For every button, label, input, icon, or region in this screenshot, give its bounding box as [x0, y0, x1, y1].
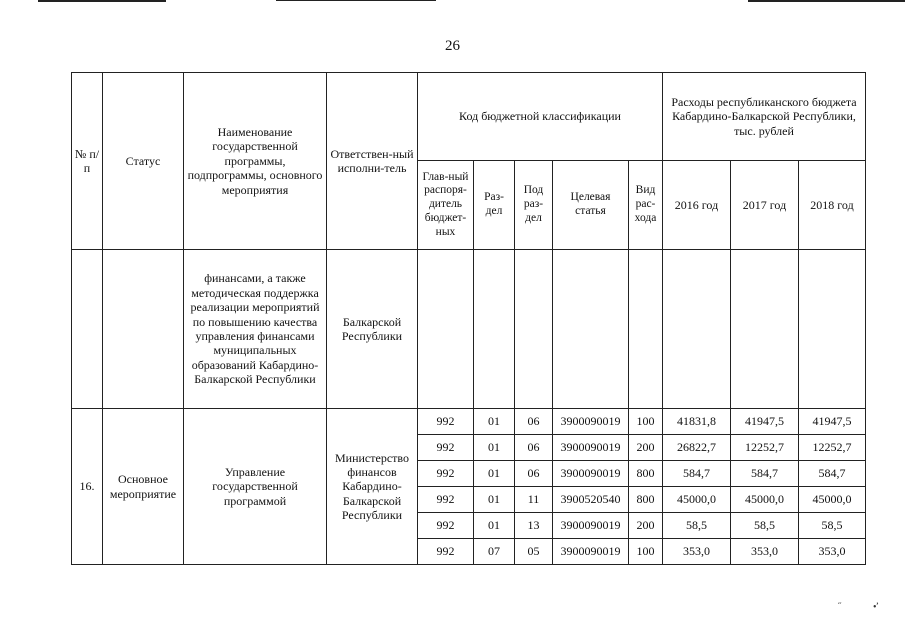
cont-name: финансами, а также методическая поддержка реализации мероприятий по повышению качества управления финансами муниципальных образований Кабардино-Балкарской Республики [184, 250, 327, 409]
row-podrazdel: 11 [515, 487, 553, 513]
row-article: 3900090019 [553, 409, 629, 435]
cont-num [72, 250, 103, 409]
cont-grbs [418, 250, 474, 409]
row-podrazdel: 06 [515, 409, 553, 435]
header-article: Целевая статья [553, 161, 629, 250]
item16-num: 16. [72, 409, 103, 565]
row-2016: 26822,7 [663, 435, 731, 461]
row-vid: 800 [629, 487, 663, 513]
row-2018: 45000,0 [799, 487, 866, 513]
row-article: 3900090019 [553, 435, 629, 461]
row-2018: 58,5 [799, 513, 866, 539]
row-razdel: 01 [474, 409, 515, 435]
row-grbs: 992 [418, 435, 474, 461]
row-2018: 353,0 [799, 539, 866, 565]
row-2018: 584,7 [799, 461, 866, 487]
header-row-1 [72, 73, 866, 161]
scan-mark-right: •̛ [873, 602, 877, 613]
header-status: Статус [103, 73, 184, 250]
row-vid: 100 [629, 539, 663, 565]
scan-line-right [748, 0, 905, 2]
header-2017: 2017 год [731, 161, 799, 250]
row-grbs: 992 [418, 487, 474, 513]
row-2017: 12252,7 [731, 435, 799, 461]
header-num: № п/п [72, 73, 103, 250]
header-bk-group: Код бюджетной классификации [418, 73, 663, 161]
table-row [72, 409, 866, 435]
row-grbs: 992 [418, 409, 474, 435]
page-number: 26 [445, 38, 460, 54]
item16-responsible: Министерство финансов Кабардино-Балкарской Республики [327, 409, 418, 565]
cont-2016 [663, 250, 731, 409]
header-razdel: Раз-дел [474, 161, 515, 250]
budget-table [71, 72, 866, 565]
row-vid: 200 [629, 513, 663, 539]
header-grbs: Глав-ный распоря-дитель бюджет-ных [418, 161, 474, 250]
row-razdel: 01 [474, 487, 515, 513]
item16-name: Управление государственной программой [184, 409, 327, 565]
continuation-row [72, 250, 866, 409]
scan-line-middle [276, 0, 436, 1]
header-name: Наименование государственной программы, подпрограммы, основного мероприятия [184, 73, 327, 250]
header-responsible: Ответствен-ный исполни-тель [327, 73, 418, 250]
row-vid: 100 [629, 409, 663, 435]
row-2017: 584,7 [731, 461, 799, 487]
cont-vid [629, 250, 663, 409]
row-2017: 58,5 [731, 513, 799, 539]
cont-podrazdel [515, 250, 553, 409]
row-article: 3900090019 [553, 539, 629, 565]
header-expenses-group: Расходы республиканского бюджета Кабардино-Балкарской Республики, тыс. рублей [663, 73, 866, 161]
row-2017: 45000,0 [731, 487, 799, 513]
header-2016: 2016 год [663, 161, 731, 250]
row-2017: 353,0 [731, 539, 799, 565]
row-razdel: 01 [474, 435, 515, 461]
row-razdel: 01 [474, 461, 515, 487]
row-2016: 58,5 [663, 513, 731, 539]
row-2017: 41947,5 [731, 409, 799, 435]
row-vid: 800 [629, 461, 663, 487]
row-grbs: 992 [418, 513, 474, 539]
cont-article [553, 250, 629, 409]
item16-status: Основное мероприятие [103, 409, 184, 565]
header-podrazdel: Под раз-дел [515, 161, 553, 250]
cont-responsible: Балкарской Республики [327, 250, 418, 409]
row-article: 3900090019 [553, 461, 629, 487]
cont-2017 [731, 250, 799, 409]
row-vid: 200 [629, 435, 663, 461]
header-2018: 2018 год [799, 161, 866, 250]
row-razdel: 07 [474, 539, 515, 565]
cont-2018 [799, 250, 866, 409]
row-2016: 353,0 [663, 539, 731, 565]
row-podrazdel: 05 [515, 539, 553, 565]
header-vid: Вид рас-хода [629, 161, 663, 250]
row-article: 3900520540 [553, 487, 629, 513]
row-2018: 41947,5 [799, 409, 866, 435]
row-podrazdel: 06 [515, 435, 553, 461]
cont-razdel [474, 250, 515, 409]
row-2016: 584,7 [663, 461, 731, 487]
row-2018: 12252,7 [799, 435, 866, 461]
row-grbs: 992 [418, 539, 474, 565]
row-podrazdel: 06 [515, 461, 553, 487]
row-podrazdel: 13 [515, 513, 553, 539]
scan-mark-left: ˝ [838, 602, 842, 613]
row-2016: 45000,0 [663, 487, 731, 513]
row-article: 3900090019 [553, 513, 629, 539]
row-grbs: 992 [418, 461, 474, 487]
cont-status [103, 250, 184, 409]
row-razdel: 01 [474, 513, 515, 539]
row-2016: 41831,8 [663, 409, 731, 435]
scan-line-left [38, 0, 166, 2]
